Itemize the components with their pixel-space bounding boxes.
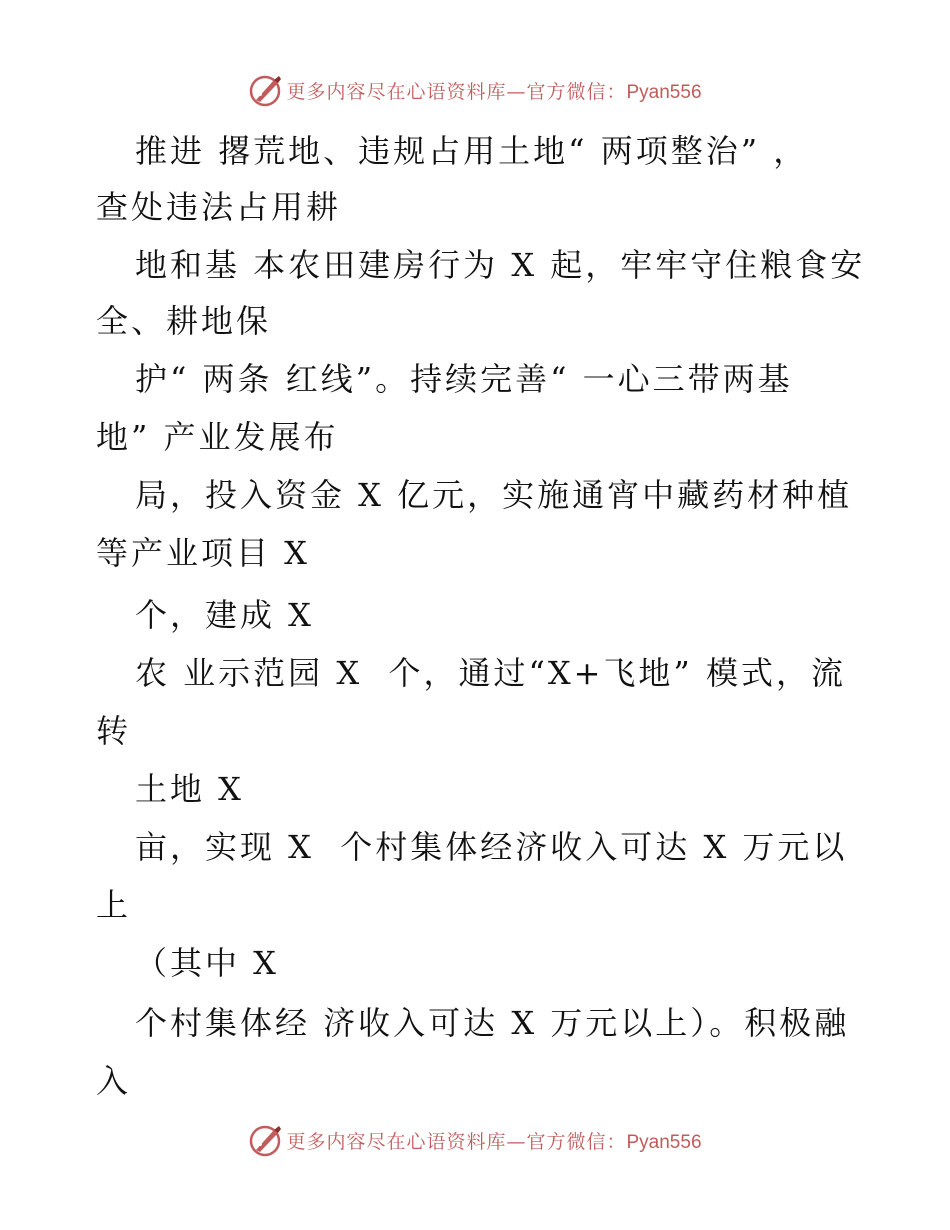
text-line: 等产业项目 X [96,534,310,572]
footer-watermark-label: 更多内容尽在心语资料库—官方微信： [286,1130,627,1153]
text-line: 护“ 两条 红线”。持续完善“ 一心三带两基 [135,360,793,398]
text-line: 地和基 本农田建房行为 X 起，牢牢守住粮食安 [135,246,866,284]
header-watermark-text [286,77,701,104]
text-line: 局，投入资金 X 亿元，实施通宵中藏药材种植 [135,476,853,514]
footer-watermark [0,1120,950,1160]
pen-logo-icon [248,72,284,108]
text-line: 入 [96,1062,132,1100]
text-line: 土地 X [135,770,244,808]
text-line: 转 [96,712,132,750]
text-line: 亩，实现 X 个村集体经济收入可达 X 万元以 [135,828,848,866]
text-line: 查处违法占用耕 [96,188,342,226]
footer-watermark-text [286,1127,701,1154]
text-line: 个，建成 X [135,596,314,634]
text-line: 上 [96,886,132,924]
text-line: 全、耕地保 [96,302,272,340]
footer-wechat-id: Pyan556 [626,1131,702,1153]
pen-logo-icon [248,1122,284,1158]
text-line: 农 业示范园 X 个，通过“X+飞地” 模式，流 [135,654,846,692]
text-line: 地” 产业发展布 [96,418,339,456]
text-line: 推进 撂荒地、违规占用土地“ 两项整治” ， [135,132,809,170]
header-watermark-label: 更多内容尽在心语资料库—官方微信： [286,80,627,103]
text-line: 个村集体经 济收入可达 X 万元以上）。积极融 [135,1004,850,1042]
header-wechat-id: Pyan556 [626,81,702,103]
text-line: （其中 X [135,944,279,982]
header-watermark [0,70,950,110]
